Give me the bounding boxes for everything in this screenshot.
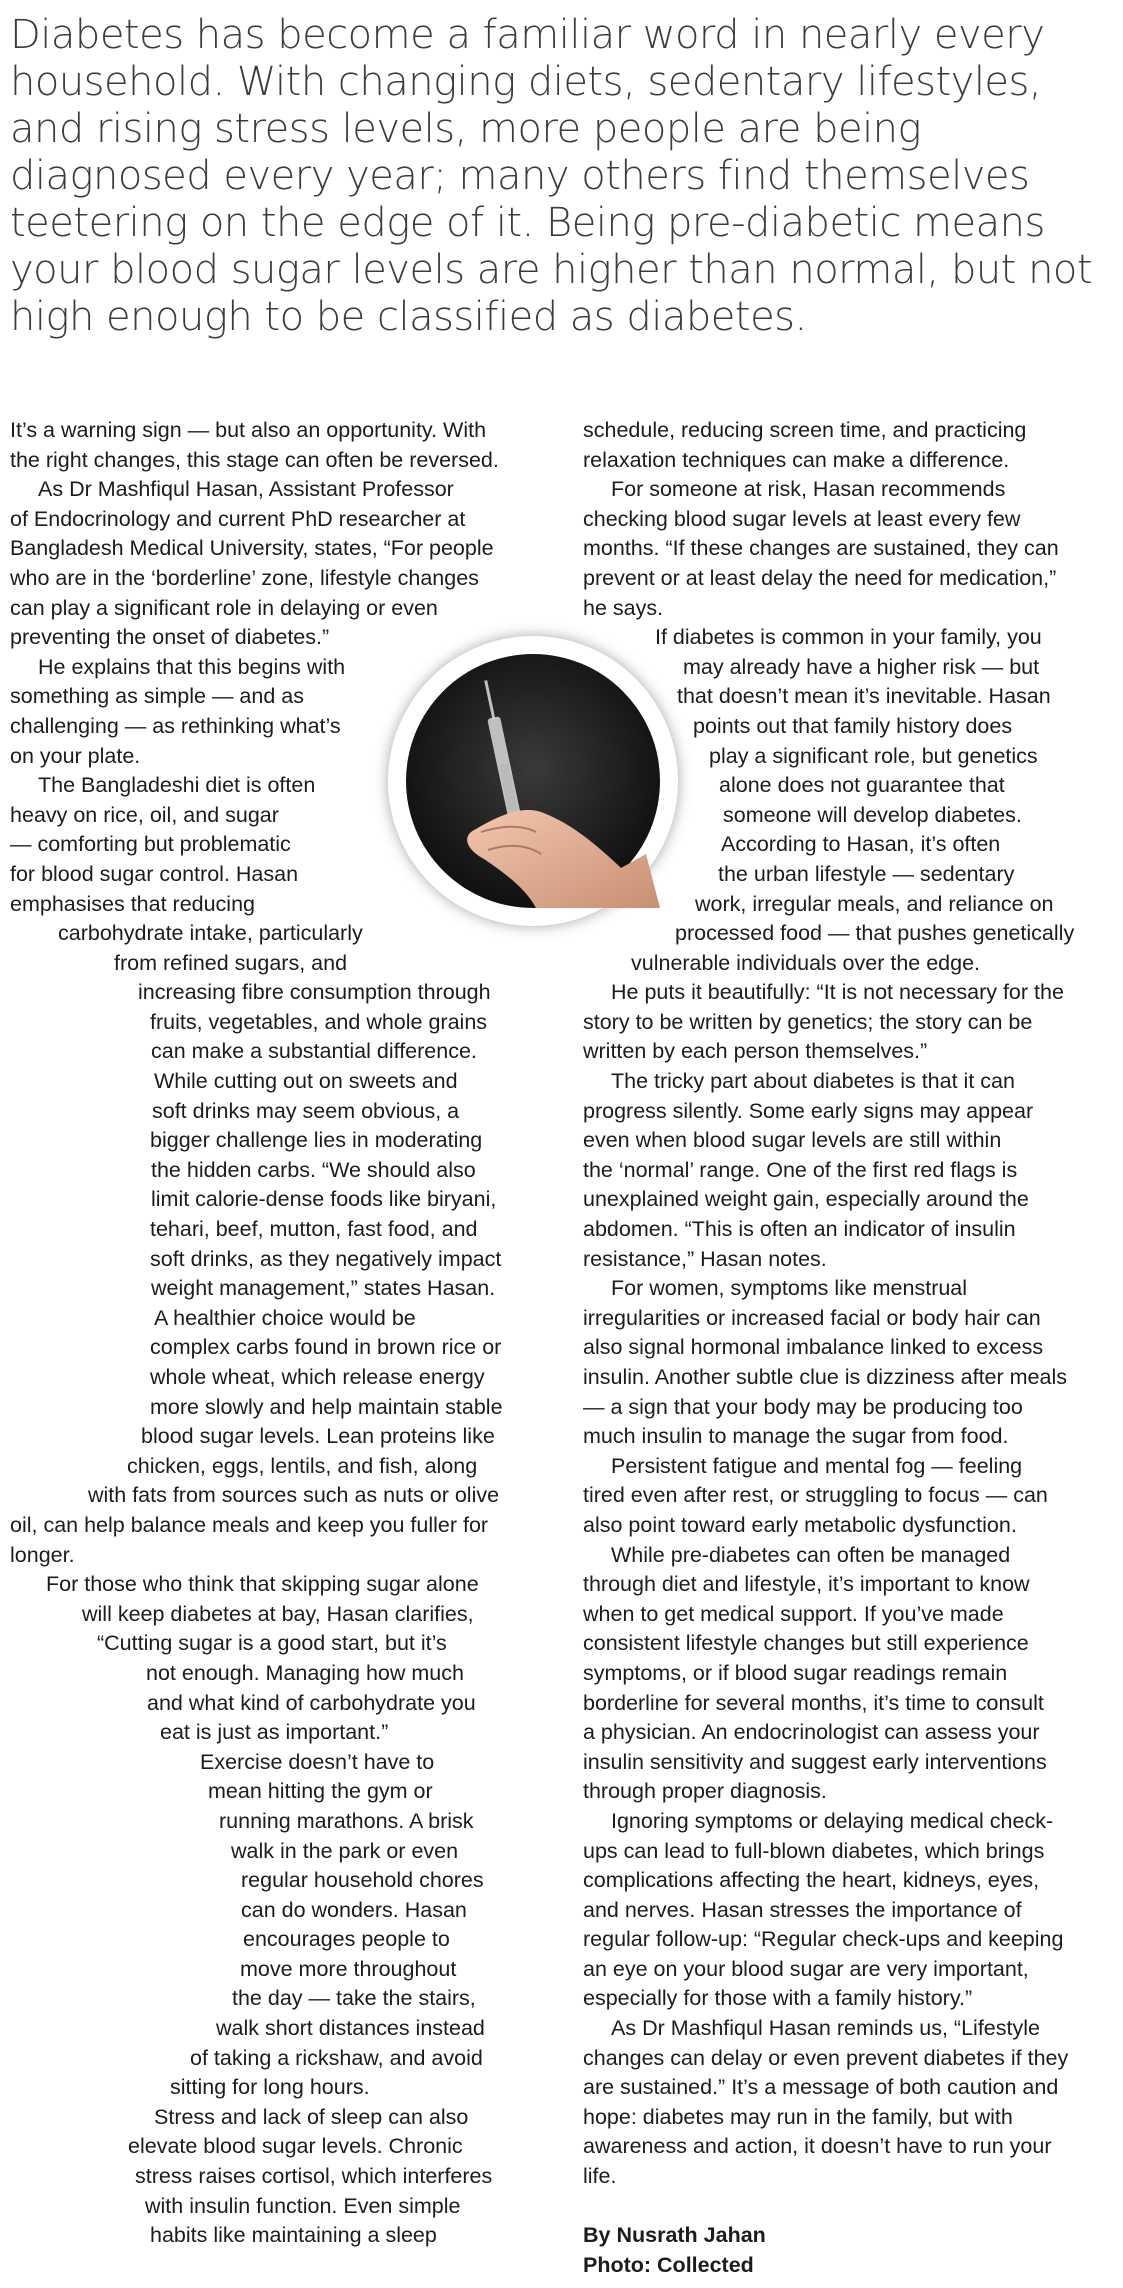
text-line: a physician. An endocrinologist can assess your: [583, 1720, 1040, 1745]
text-line: carbohydrate intake, particularly: [58, 921, 363, 946]
text-line: points out that family history does: [693, 713, 1013, 738]
text-line: can make a substantial difference.: [151, 1039, 477, 1064]
text-line: It’s a warning sign — but also an opportunity. With: [10, 418, 487, 442]
text-line: much insulin to manage the sugar from food.: [583, 1424, 1009, 1449]
text-line: he says.: [583, 595, 664, 620]
text-line: ups can lead to full-blown diabetes, which brings: [583, 1838, 1045, 1863]
article-paragraph: [583, 978, 1113, 1067]
text-line: By Nusrath Jahan: [583, 2223, 766, 2248]
text-line: vulnerable individuals over the edge.: [631, 950, 981, 975]
text-line: someone will develop diabetes.: [723, 802, 1022, 827]
text-line: increasing fibre consumption through: [138, 980, 491, 1005]
text-line: eat is just as important.”: [160, 1720, 389, 1745]
text-line: oil, can help balance meals and keep you fuller for: [10, 1512, 489, 1537]
text-line: relaxation techniques can make a difference.: [583, 447, 1010, 472]
text-line: not enough. Managing how much: [146, 1660, 464, 1685]
text-line: written by each person themselves.”: [583, 1039, 928, 1064]
text-line: walk short distances instead: [216, 2016, 485, 2041]
text-line: “Cutting sugar is a good start, but it’s: [97, 1631, 447, 1656]
text-line: While pre-diabetes can often be managed: [611, 1542, 1011, 1567]
text-line: will keep diabetes at bay, Hasan clarifies,: [82, 1601, 474, 1626]
text-line: bigger challenge lies in moderating: [150, 1128, 483, 1153]
text-line: play a significant role, but genetics: [709, 743, 1038, 768]
text-line: consistent lifestyle changes but still experience: [583, 1631, 1029, 1656]
text-line: with insulin function. Even simple: [145, 2193, 461, 2218]
text-line: regular household chores: [241, 1868, 484, 1893]
text-line: complications affecting the heart, kidneys, eyes,: [583, 1868, 1040, 1893]
text-line: can do wonders. Hasan: [241, 1897, 467, 1922]
text-line: schedule, reducing screen time, and practicing: [583, 418, 1027, 442]
article-paragraph: [10, 1570, 540, 1748]
article-paragraph: [583, 475, 1113, 623]
text-line: habits like maintaining a sleep: [150, 2223, 437, 2248]
text-line: Bangladesh Medical University, states, “For people: [10, 536, 494, 561]
text-line: through diet and lifestyle, it’s important to know: [583, 1572, 1030, 1597]
text-line: who are in the ‘borderline’ zone, lifestyle changes: [10, 565, 479, 590]
text-line: awareness and action, it doesn’t have to run your: [583, 2134, 1052, 2159]
text-line: For someone at risk, Hasan recommends: [611, 477, 1006, 502]
text-line: with fats from sources such as nuts or olive: [88, 1483, 500, 1508]
text-line: resistance,” Hasan notes.: [583, 1246, 827, 1271]
text-line: tehari, beef, mutton, fast food, and: [150, 1217, 478, 1242]
text-line: A healthier choice would be: [154, 1305, 416, 1330]
text-line: move more throughout: [240, 1956, 457, 1981]
text-line: changes can delay or even prevent diabetes if they: [583, 2045, 1069, 2070]
text-line: For those who think that skipping sugar alone: [46, 1572, 479, 1597]
text-line: through proper diagnosis.: [583, 1779, 827, 1804]
text-line: stress raises cortisol, which interferes: [135, 2164, 493, 2189]
article-paragraph: [583, 1807, 1113, 2014]
intro-paragraph: Diabetes has become a familiar word in nearly every household. With changing diets, sedentary lifestyles, and rising stress levels, more people are being diagnosed every year; many others find themselves teetering on the edge of it. Being pre-diabetic means your blood sugar levels are higher than normal, but not high enough to be classified as diabetes.: [10, 12, 1093, 340]
text-line: Ignoring symptoms or delaying medical check-: [611, 1808, 1054, 1833]
text-line: mean hitting the gym or: [208, 1779, 433, 1804]
text-line: progress silently. Some early signs may appear: [583, 1098, 1034, 1123]
text-line: elevate blood sugar levels. Chronic: [128, 2134, 463, 2159]
text-line: hope: diabetes may run in the family, but with: [583, 2104, 1013, 2129]
text-line: the hidden carbs. “We should also: [151, 1157, 476, 1182]
text-line: can play a significant role in delaying or even: [10, 595, 438, 620]
text-line: While cutting out on sweets and: [154, 1069, 458, 1094]
text-line: story to be written by genetics; the story can be: [583, 1009, 1033, 1034]
text-line: According to Hasan, it’s often: [721, 832, 1001, 857]
text-line: As Dr Mashfiqul Hasan reminds us, “Lifestyle: [611, 2016, 1040, 2041]
text-line: prevent or at least delay the need for medication,”: [583, 565, 1057, 590]
syringe-hand-image: [406, 654, 660, 908]
article-column-right: [583, 416, 1113, 2280]
text-line: soft drinks may seem obvious, a: [152, 1098, 460, 1123]
text-line: more slowly and help maintain stable: [150, 1394, 503, 1419]
text-line: are sustained.” It’s a message of both caution and: [583, 2075, 1059, 2100]
text-line: the right changes, this stage can often be reversed.: [10, 447, 499, 472]
text-line: For women, symptoms like menstrual: [611, 1276, 968, 1301]
text-line: complex carbs found in brown rice or: [150, 1335, 502, 1360]
article-paragraph: [583, 2014, 1113, 2192]
text-line: processed food — that pushes genetically: [675, 921, 1075, 946]
text-line: even when blood sugar levels are still within: [583, 1128, 1002, 1153]
text-line: also signal hormonal imbalance linked to excess: [583, 1335, 1044, 1360]
text-line: life.: [583, 2164, 617, 2189]
text-line: regular follow-up: “Regular check-ups and keeping: [583, 1927, 1064, 1952]
text-line: encourages people to: [243, 1927, 450, 1952]
text-line: challenging — as rethinking what’s: [10, 713, 341, 738]
text-line: preventing the onset of diabetes.”: [10, 625, 330, 650]
article-paragraph: [10, 1748, 540, 2103]
text-line: the urban lifestyle — sedentary: [718, 861, 1015, 886]
text-line: insulin sensitivity and suggest early interventions: [583, 1749, 1047, 1774]
article-paragraph: [583, 416, 1113, 475]
text-line: soft drinks, as they negatively impact: [150, 1246, 502, 1271]
text-line: work, irregular meals, and reliance on: [695, 891, 1054, 916]
text-line: the ‘normal’ range. One of the first red flags is: [583, 1157, 1018, 1182]
article-paragraph: [10, 2103, 540, 2251]
article-paragraph: [583, 1067, 1113, 1274]
text-line: months. “If these changes are sustained, they can: [583, 536, 1059, 561]
article-paragraph: [10, 475, 540, 653]
text-line: from refined sugars, and: [114, 950, 348, 975]
text-line: Exercise doesn’t have to: [200, 1749, 435, 1774]
text-line: something as simple — and as: [10, 684, 304, 709]
article-paragraph: [10, 1067, 540, 1304]
text-line: fruits, vegetables, and whole grains: [150, 1009, 488, 1034]
text-line: alone does not guarantee that: [719, 773, 1005, 798]
text-line: sitting for long hours.: [170, 2075, 370, 2100]
text-line: borderline for several months, it’s time to consult: [583, 1690, 1044, 1715]
text-line: abdomen. “This is often an indicator of insulin: [583, 1217, 1016, 1242]
text-line: tired even after rest, or struggling to focus — can: [583, 1483, 1048, 1508]
text-line: symptoms, or if blood sugar readings remain: [583, 1660, 1008, 1685]
text-line: of Endocrinology and current PhD researcher at: [10, 506, 466, 531]
text-line: on your plate.: [10, 743, 141, 768]
text-line: that doesn’t mean it’s inevitable. Hasan: [677, 684, 1051, 709]
text-line: weight management,” states Hasan.: [151, 1276, 496, 1301]
text-line: As Dr Mashfiqul Hasan, Assistant Professor: [38, 477, 454, 502]
text-line: also point toward early metabolic dysfunction.: [583, 1512, 1017, 1537]
text-line: limit calorie-dense foods like biryani,: [151, 1187, 497, 1212]
text-line: unexplained weight gain, especially around the: [583, 1187, 1029, 1212]
text-line: [583, 2192, 1113, 2222]
text-line: emphasises that reducing: [10, 891, 256, 916]
article-photo-syringe: [388, 636, 678, 926]
text-line: He explains that this begins with: [38, 654, 346, 679]
article-paragraph: [10, 416, 540, 475]
text-line: the day — take the stairs,: [232, 1986, 476, 2011]
text-line: — a sign that your body may be producing too: [583, 1394, 1023, 1419]
text-line: chicken, eggs, lentils, and fish, along: [127, 1453, 478, 1478]
text-line: for blood sugar control. Hasan: [10, 861, 299, 886]
text-line: especially for those with a family history.”: [583, 1986, 973, 2011]
text-line: blood sugar levels. Lean proteins like: [141, 1424, 495, 1449]
text-line: Stress and lack of sleep can also: [154, 2104, 469, 2129]
text-line: running marathons. A brisk: [219, 1808, 474, 1833]
text-line: when to get medical support. If you’ve made: [583, 1601, 1004, 1626]
text-line: longer.: [10, 1542, 75, 1567]
text-line: irregularities or increased facial or body hair can: [583, 1305, 1041, 1330]
text-line: whole wheat, which release energy: [150, 1365, 485, 1389]
text-line: He puts it beautifully: “It is not necessary for the: [611, 980, 1064, 1005]
text-line: may already have a higher risk — but: [683, 654, 1040, 679]
text-line: an eye on your blood sugar are very important,: [583, 1956, 1029, 1981]
text-line: Persistent fatigue and mental fog — feeling: [611, 1453, 1023, 1478]
text-line: walk in the park or even: [231, 1838, 459, 1863]
text-line: The tricky part about diabetes is that it can: [611, 1069, 1015, 1094]
text-line: If diabetes is common in your family, you: [655, 625, 1042, 650]
text-line: and what kind of carbohydrate you: [147, 1690, 476, 1715]
article-paragraph: [583, 1274, 1113, 1452]
article-paragraph: [583, 830, 1113, 978]
text-line: heavy on rice, oil, and sugar: [10, 802, 279, 827]
article-paragraph: [10, 1304, 540, 1570]
text-line: insulin. Another subtle clue is dizziness after meals: [583, 1365, 1067, 1389]
text-line: and nerves. Hasan stresses the importance of: [583, 1897, 1022, 1922]
article-paragraph: [583, 1541, 1113, 1807]
text-line: Photo: Collected: [583, 2252, 754, 2277]
byline: [583, 2221, 1113, 2280]
article-paragraph: [583, 1452, 1113, 1541]
text-line: The Bangladeshi diet is often: [38, 773, 316, 798]
article-paragraph: [583, 2192, 1113, 2222]
text-line: of taking a rickshaw, and avoid: [190, 2045, 483, 2070]
text-line: checking blood sugar levels at least every few: [583, 506, 1021, 531]
text-line: — comforting but problematic: [10, 832, 291, 857]
